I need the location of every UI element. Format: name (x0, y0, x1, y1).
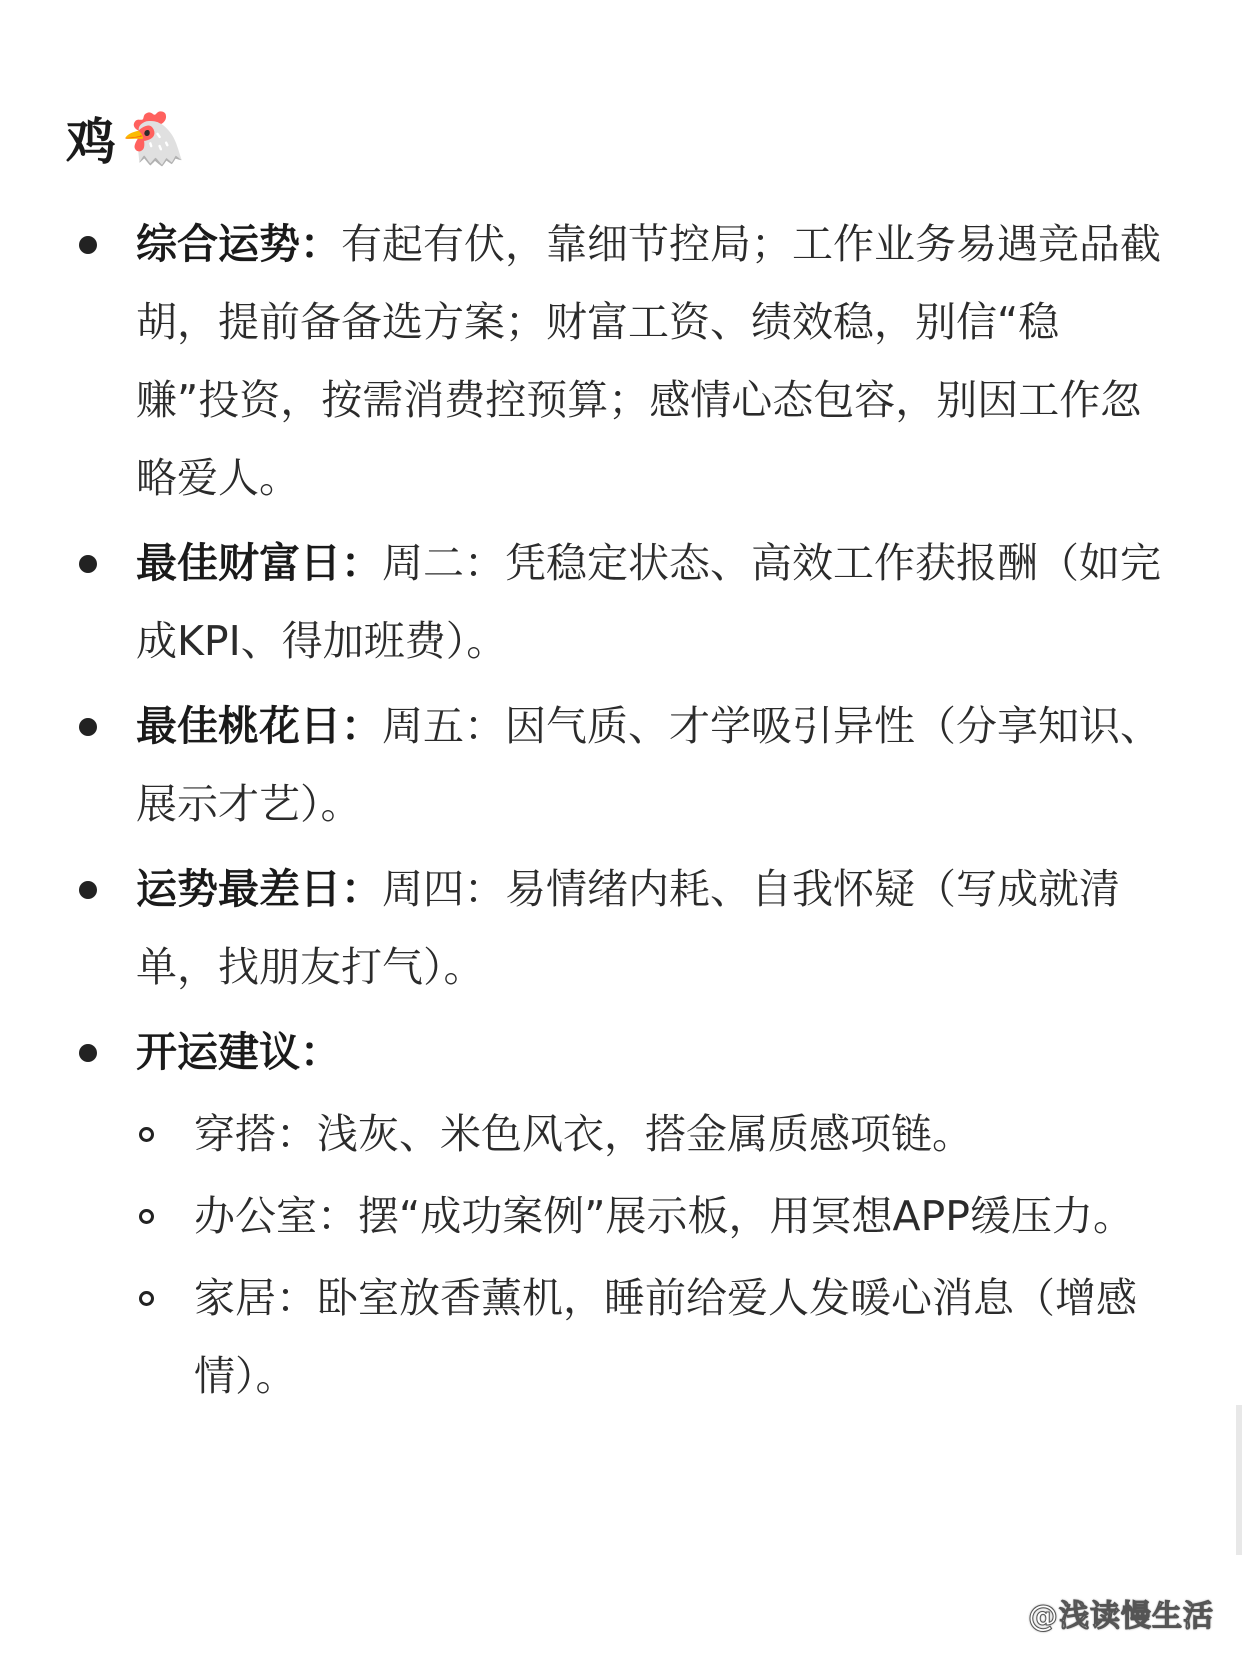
hollow-bullet-icon (139, 1209, 154, 1224)
item-label: 最佳财富日： (136, 539, 382, 587)
sub-item-text: 办公室：摆“成功案例”展示板，用冥想APP缓压力。 (194, 1192, 1134, 1240)
bullet-icon (79, 718, 97, 736)
item-text: 周四：易情绪内耗、自我怀疑（写成就清单，找朋友打气）。 (136, 865, 1120, 991)
sub-item-text: 家居：卧室放香薰机，睡前给爱人发暖心消息（增感情）。 (194, 1274, 1137, 1400)
chicken-icon: 🐔 (121, 108, 187, 169)
bullet-icon (79, 555, 97, 573)
sublist-item-outfit (136, 1095, 1162, 1173)
bullet-icon (79, 881, 97, 899)
bullet-icon (79, 236, 97, 254)
bullet-icon (79, 1044, 97, 1062)
item-text: 有起有伏，靠细节控局；工作业务易遇竞品截胡，提前备备选方案；财富工资、绩效稳，别信“稳赚”投资，按需消费控预算；感情心态包容，别因工作忽略爱人。 (136, 220, 1161, 502)
list-item-luck-tips (0, 1013, 1242, 1415)
tips-sublist (136, 1095, 1162, 1415)
list-item-romance-day (0, 687, 1242, 843)
fortune-list (0, 205, 1242, 1415)
list-item-wealth-day (0, 524, 1242, 680)
sublist-item-home (136, 1259, 1162, 1415)
hollow-bullet-icon (139, 1291, 154, 1306)
page-title (66, 98, 187, 178)
fortune-content (0, 205, 1242, 1422)
list-item-worst-day (0, 850, 1242, 1006)
item-label: 综合运势： (136, 220, 341, 268)
title-text: 鸡 (66, 113, 117, 171)
item-label: 开运建议： (136, 1028, 341, 1076)
item-label: 最佳桃花日： (136, 702, 382, 750)
sub-item-text: 穿搭：浅灰、米色风衣，搭金属质感项链。 (194, 1110, 973, 1158)
hollow-bullet-icon (139, 1127, 154, 1142)
sublist-item-office (136, 1177, 1162, 1255)
item-text: 周五：因气质、才学吸引异性（分享知识、展示才艺）。 (136, 702, 1161, 828)
item-text: 周二：凭稳定状态、高效工作获报酬（如完成KPI、得加班费）。 (136, 539, 1161, 665)
watermark: @浅读慢生活 (1028, 1599, 1214, 1634)
list-item-overall (0, 205, 1242, 517)
item-label: 运势最差日： (136, 865, 382, 913)
scrollbar[interactable] (1236, 1405, 1242, 1555)
